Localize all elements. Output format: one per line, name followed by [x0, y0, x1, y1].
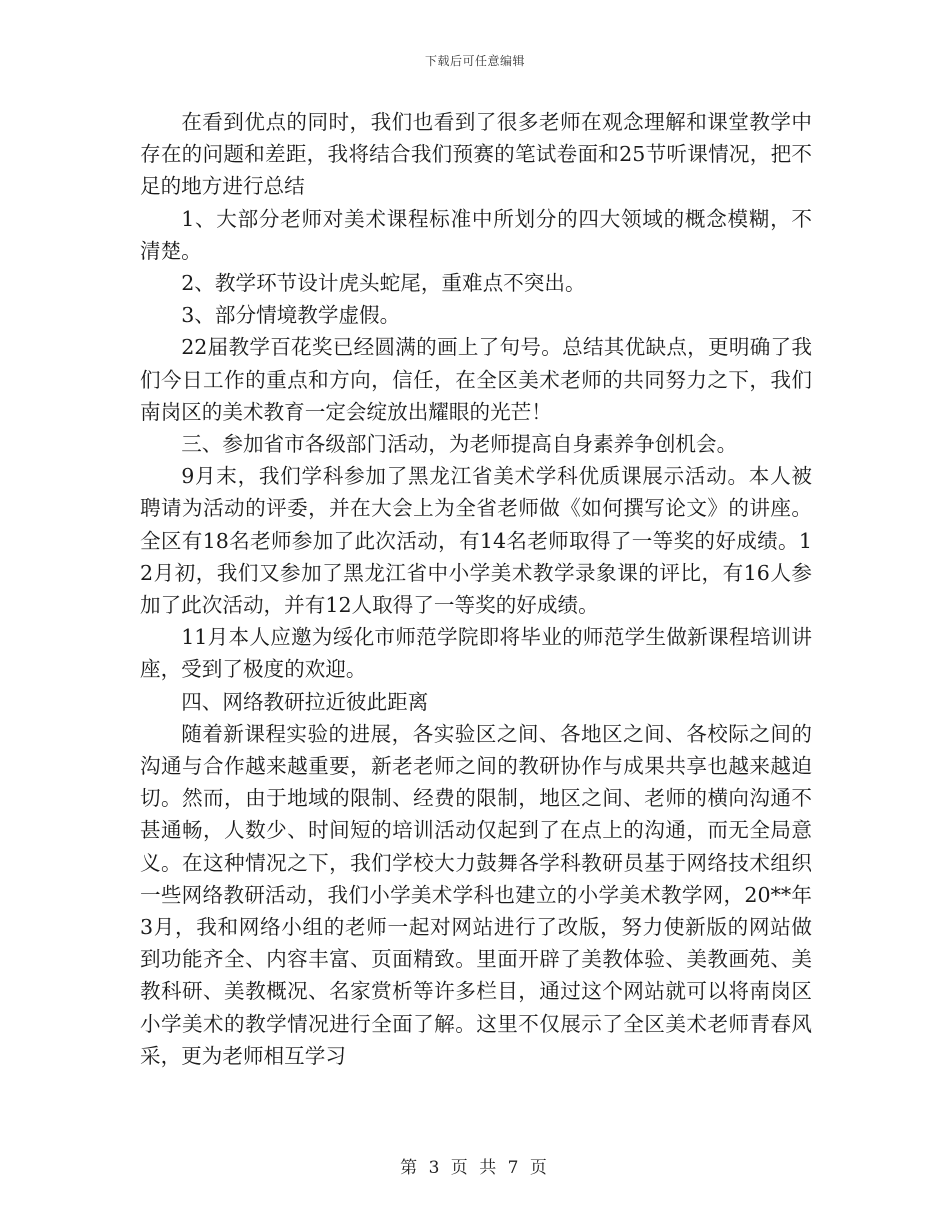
section-heading-3: 三、参加省市各级部门活动，为老师提高自身素养争创机会。	[181, 432, 738, 457]
page-header: 下载后可任意编辑	[424, 54, 525, 68]
paragraph-2: 1、大部分老师对美术课程标准中所划分的四大领域的概念模糊，不清楚。	[140, 206, 812, 263]
paragraph-3: 2、教学环节设计虎头蛇尾，重难点不突出。	[181, 271, 586, 296]
paragraph-5: 22届教学百花奖已经圆满的画上了句号。总结其优缺点，更明确了我们今日工作的重点和方向，信任，在全区美术老师的共同努力之下，我们南岗区的美术教育一定会绽放出耀眼的光芒！	[140, 335, 812, 424]
paragraph-1: 在看到优点的同时，我们也看到了很多老师在观念理解和课堂教学中存在的问题和差距，我将结合我们预赛的笔试卷面和25节听课情况，把不足的地方进行总结	[140, 110, 812, 199]
paragraph-8: 11月本人应邀为绥化市师范学院即将毕业的师范学生做新课程培训讲座，受到了极度的欢迎。	[140, 625, 812, 682]
paragraph-10: 随着新课程实验的进展，各实验区之间、各地区之间、各校际之间的沟通与合作越来越重要，新老老师之间的教研协作与成果共享也越来越迫切。然而，由于地域的限制、经费的限制，地区之间、老师的横向沟通不甚通畅，人数少、时间短的培训活动仅起到了在点上的沟通，而无全局意义。在这种情况之下，我们学校大力鼓舞各学科教研员基于网络技术组织一些网络教研活动，我们小学美术学科也建立的小学美术教学网，20**年3月，我和网络小组的老师一起对网站进行了改版，努力使新版的网站做到功能齐全、内容丰富、页面精致。里面开辟了美教体验、美教画苑、美教科研、美教概况、名家赏析等许多栏目，通过这个网站就可以将南岗区小学美术的教学情况进行全面了解。这里不仅展示了全区美术老师青春风采，更为老师相互学习	[140, 721, 812, 1068]
document-body	[140, 106, 812, 1072]
section-heading-4: 四、网络教研拉近彼此距离	[181, 689, 429, 714]
paragraph-7: 9月末，我们学科参加了黑龙江省美术学科优质课展示活动。本人被聘请为活动的评委，并在大会上为全省老师做《如何撰写论文》的讲座。全区有18名老师参加了此次活动，有14名老师取得了一等奖的好成绩。12月初，我们又参加了黑龙江省中小学美术教学录象课的评比，有16人参加了此次活动，并有12人取得了一等奖的好成绩。	[140, 464, 812, 618]
paragraph-4: 3、部分情境教学虚假。	[181, 303, 401, 328]
page-footer: 第 3 页 共 7 页	[400, 1158, 550, 1178]
